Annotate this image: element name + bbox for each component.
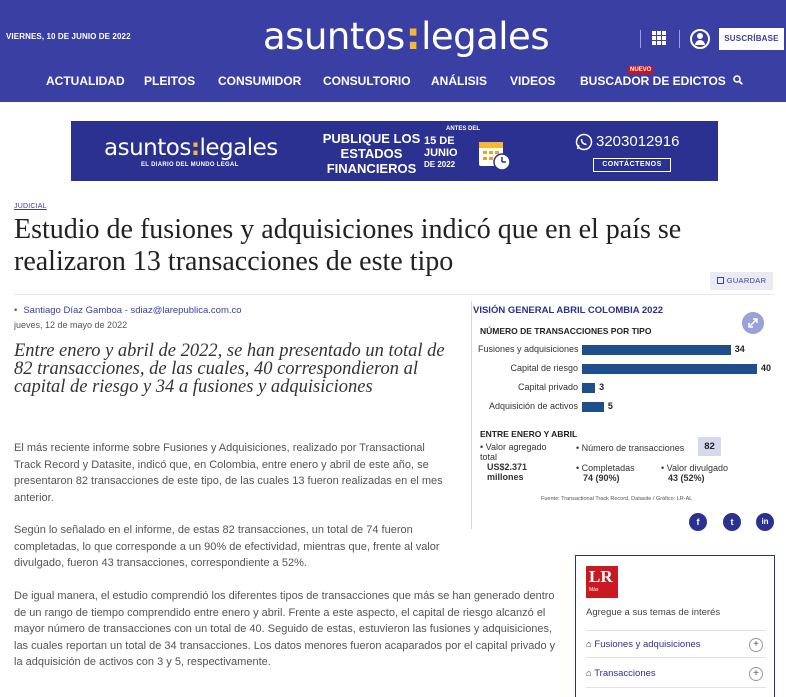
period-heading: ENTRE ENERO Y ABRIL [480, 429, 578, 439]
stat-completadas-label: Completadas [581, 463, 635, 473]
topic-divider [586, 687, 766, 688]
chart-title: NÚMERO DE TRANSACCIONES POR TIPO [480, 326, 652, 336]
grid-icon[interactable] [652, 31, 666, 45]
stat-valor-value: US$2.371 millones [487, 462, 528, 482]
tag-icon: ⌂ [586, 639, 595, 650]
chart-category-label: Capital privado [517, 382, 578, 392]
article-headline: Estudio de fusiones y adquisiciones indicó que en el país se realizaron 13 transacciones de este tipo [14, 214, 682, 277]
lr-logo-subtext: Más [589, 587, 599, 593]
ad-banner[interactable] [71, 121, 718, 181]
topic-label: Fusiones y adquisiciones [594, 639, 701, 650]
chart-category-label: Capital de riesgo [510, 363, 578, 373]
lr-mas-logo [586, 566, 618, 598]
chart-bar-value: 3 [599, 382, 605, 392]
whatsapp-icon [575, 133, 593, 151]
logo-text-right: legales [421, 15, 550, 58]
banner-date-line: 15 DE [424, 135, 455, 147]
save-label: GUARDAR [726, 276, 767, 285]
banner-tagline: EL DIARIO DEL MUNDO LEGAL [141, 162, 239, 168]
interests-prompt: Agregue a sus temas de interés [586, 607, 721, 618]
banner-publish-text [309, 131, 434, 176]
banner-logo-left: asuntos [104, 135, 191, 161]
stat-bullet: • [576, 463, 582, 473]
banner-logo-colon: : [190, 135, 200, 161]
article-paragraph: El más reciente informe sobre Fusiones y Adquisiciones, realizado por Transactional Track Record y Datasite, indicó que, en Colombia, entre enero y abril de este año, se presentaron 82 transacciones de este tipo, de las cuales 13 fueron realizadas en el mes anterior. [14, 442, 443, 504]
stat-numero-label: Número de transacciones [581, 443, 685, 453]
topic-label: Transacciones [594, 668, 656, 679]
banner-publish-line: ESTADOS [340, 146, 403, 161]
stat-bullet: • [480, 442, 486, 452]
save-button[interactable] [710, 272, 773, 290]
banner-date-line: DE 2022 [424, 160, 456, 169]
logo-colon: : [405, 15, 421, 58]
stat-valor [480, 442, 550, 482]
headline-divider [14, 294, 774, 295]
chart-category-label: Fusiones y adquisiciones [478, 344, 579, 354]
stat-divulgado [661, 463, 728, 483]
topic-transacciones[interactable] [586, 664, 766, 684]
banner-publish-line: PUBLIQUE LOS [322, 131, 421, 146]
expand-icon[interactable] [742, 312, 764, 334]
banner-logo [104, 135, 278, 161]
topic-divider [586, 630, 766, 631]
nav-item-analisis[interactable]: ANÁLISIS [431, 74, 488, 88]
nav-item-actualidad[interactable]: ACTUALIDAD [46, 74, 125, 88]
bullet: • [14, 305, 18, 316]
header-divider [679, 30, 680, 48]
subscribe-button[interactable]: SUSCRÍBASE [719, 28, 784, 50]
chart-bar [582, 402, 604, 412]
author-name[interactable]: Santiago Díaz Gamboa - sdiaz@larepublica.com.co [23, 305, 242, 316]
section-link[interactable]: JUDICIAL [14, 203, 47, 210]
chart-bar [582, 345, 731, 355]
stat-bullet: • [576, 443, 582, 453]
banner-antes: ANTES DEL [446, 126, 481, 132]
stat-numero [576, 443, 684, 453]
logo-text-left: asuntos [263, 15, 405, 58]
article-paragraph: Según lo señalado en el informe, de estas 82 transacciones, un total de 74 fueron completadas, lo que corresponde a un 90% de efectividad, mientras que, frente al valor divulgado, fueron 43 transacciones, correspondiente a 52%. [14, 524, 440, 570]
article-paragraph: De igual manera, el estudio comprendió los diferentes tipos de transacciones que más se han generado dentro de un rango de tiempo comprendido entre enero y abril. Frente a este aspecto, el capital de riesgo alcanzó el mayor número de transacciones con un total de 40. Seguido de estas, estuvieron las fusiones y adquisiciones, las cuales reportan un total de 34 transacciones. Los datos menores fueron acaparados por el capital privado y la adquisición de activos con 3 y 5, respectivamente. [14, 590, 556, 669]
topic-fusiones[interactable] [586, 635, 766, 655]
nav-item-consumidor[interactable]: CONSUMIDOR [218, 74, 302, 88]
chart-bar [582, 364, 757, 374]
twitter-icon[interactable]: t [723, 513, 741, 531]
banner-phone: 3203012916 [596, 133, 680, 150]
author-byline[interactable] [14, 305, 242, 316]
stat-completadas [576, 463, 635, 483]
tag-icon: ⌂ [586, 668, 595, 679]
bookmark-icon [717, 277, 724, 284]
chart-bar-value: 40 [761, 363, 772, 373]
banner-publish-line: FINANCIEROS [326, 161, 417, 176]
calendar-icon [476, 136, 512, 172]
nav-item-buscador-edictos[interactable]: BUSCADOR DE EDICTOS [580, 74, 726, 88]
search-icon[interactable] [733, 75, 743, 85]
chart-bar [582, 383, 595, 393]
publish-date: jueves, 12 de mayo de 2022 [14, 320, 128, 330]
nuevo-badge: NUEVO [630, 67, 652, 73]
nav-item-pleitos[interactable]: PLEITOS [144, 74, 196, 88]
infographic-title: VISIÓN GENERAL ABRIL COLOMBIA 2022 [473, 305, 664, 316]
linkedin-icon[interactable]: in [756, 513, 774, 531]
add-topic-button[interactable]: + [749, 638, 763, 652]
topic-divider [586, 657, 766, 658]
nav-item-videos[interactable]: VIDEOS [510, 74, 556, 88]
lr-logo-text: LR [589, 567, 613, 586]
chart-bar-value: 34 [734, 344, 745, 354]
contact-button[interactable]: CONTÁCTENOS [593, 158, 671, 172]
chart-bar-value: 5 [607, 401, 613, 411]
banner-logo-right: legales [199, 135, 278, 161]
add-topic-button[interactable]: + [749, 667, 763, 681]
stat-divulgado-value: 43 (52%) [668, 473, 705, 483]
top-header [0, 0, 786, 102]
header-divider [640, 30, 641, 48]
stat-numero-value: 82 [698, 437, 721, 456]
chart-source: Fuente: Transactional Track Record, Datasite / Gráfico: LR-AL [541, 496, 693, 502]
main-nav [0, 72, 786, 90]
article-lead: Entre enero y abril de 2022, se han presentado un total de 82 transacciones, de las cuales, 40 correspondieron al capital de riesgo y 34 a fusiones y adquisiciones [14, 341, 445, 397]
header-date: VIERNES, 10 DE JUNIO DE 2022 [6, 32, 131, 41]
site-logo[interactable] [263, 16, 549, 58]
stat-completadas-value: 74 (90%) [583, 473, 620, 483]
nav-item-consultorio[interactable]: CONSULTORIO [323, 74, 411, 88]
banner-date-line: JUNIO [424, 147, 458, 159]
stat-divulgado-label: Valor divulgado [666, 463, 729, 473]
user-icon[interactable] [690, 29, 710, 49]
banner-deadline [424, 135, 484, 171]
stat-bullet: • [661, 463, 667, 473]
chart-category-label: Adquisición de activos [488, 401, 578, 411]
stat-valor-label: Valor agregado total [480, 442, 547, 462]
facebook-icon[interactable]: f [689, 513, 707, 531]
